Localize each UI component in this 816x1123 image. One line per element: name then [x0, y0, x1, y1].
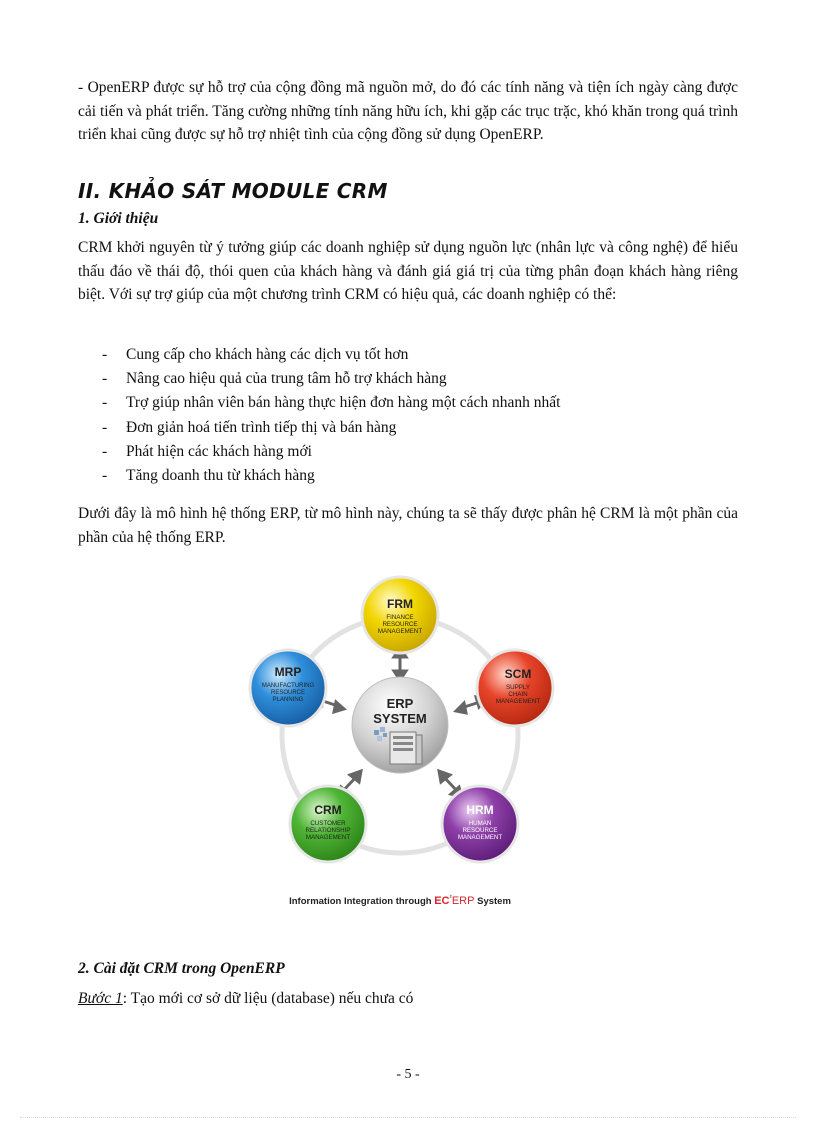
- erp-title: ERP: [386, 696, 414, 711]
- mrp-line: RESOURCE: [270, 690, 306, 696]
- frm-line: MANAGEMENT: [377, 628, 423, 635]
- step-text: : Tạo mới cơ sở dữ liệu (database) nếu chưa có: [122, 990, 414, 1007]
- scm-line: SUPPLY: [506, 684, 530, 691]
- crm-line: CUSTOMER: [310, 820, 346, 827]
- scm-abbr: SCM: [504, 667, 532, 681]
- hrm-module-node: [442, 786, 518, 862]
- install-step-1: [78, 987, 413, 1010]
- page-bottom-divider: [20, 1117, 796, 1118]
- diagram-caption: Information Integration through $EC^{^2}ERP$ System: [289, 895, 511, 907]
- list-item: - Đơn giản hoá tiến trình tiếp thị và bán hàng: [102, 418, 397, 436]
- hrm-line: HUMAN: [468, 820, 492, 827]
- subheading-intro: 1. Giới thiệu: [78, 210, 159, 227]
- list-item: - Cung cấp cho khách hàng các dịch vụ tốt hơn: [102, 346, 409, 363]
- page-number: - 5 -: [396, 1067, 420, 1082]
- frm-module-node: [362, 577, 438, 653]
- crm-abbr: CRM: [314, 803, 342, 817]
- list-item: - Trợ giúp nhân viên bán hàng thực hiện đơn hàng một cách nhanh nhất: [102, 394, 561, 412]
- mrp-abbr: MRP: [274, 665, 302, 679]
- erp-subtitle: SYSTEM: [373, 711, 427, 726]
- scm-line: CHAIN: [508, 691, 528, 698]
- frm-line: RESOURCE: [382, 621, 418, 628]
- erp-center-node: [352, 677, 448, 773]
- subheading-install: 2. Cài đặt CRM trong OpenERP: [78, 960, 285, 977]
- list-item: - Phát hiện các khách hàng mới: [102, 442, 312, 460]
- erp-paragraph: Dưới đây là mô hình hệ thống ERP, từ mô hình này, chúng ta sẽ thấy được phân hệ CRM là một phần của phần của hệ thống ERP.: [78, 505, 738, 546]
- benefits-list: [78, 343, 738, 488]
- step-label: Bước 1: [78, 990, 123, 1007]
- mrp-line: MANUFACTURING: [261, 683, 315, 689]
- crm-line: RELATIONSHIP: [305, 827, 351, 834]
- hrm-line: MANAGEMENT: [457, 834, 503, 841]
- scm-module-node: [477, 650, 553, 726]
- crm-module-node: [290, 786, 366, 862]
- mrp-module-node: [250, 650, 326, 726]
- scm-line: MANAGEMENT: [495, 698, 541, 705]
- section-heading: II. KHẢO SÁT MODULE CRM: [78, 179, 388, 203]
- mrp-line: PLANNING: [272, 697, 304, 703]
- erp-diagram-svg: [230, 570, 570, 910]
- crm-line: MANAGEMENT: [305, 834, 351, 841]
- list-item: - Tăng doanh thu từ khách hàng: [102, 466, 315, 484]
- frm-line: FINANCE: [386, 614, 414, 621]
- frm-abbr: FRM: [387, 597, 413, 611]
- intro-paragraph: - OpenERP được sự hỗ trợ của cộng đồng mã nguồn mở, do đó các tính năng và tiện ích ngày càng được cải tiến và phát triển. Tăng cường những tính năng hữu ích, khi gặp các trục trặc, khó khăn trong quá trình triển khai cũng được sự hỗ trợ nhiệt tình của cộng đồng sử dụng OpenERP.: [78, 79, 738, 143]
- erp-system-diagram: [230, 570, 570, 910]
- crm-paragraph: CRM khởi nguyên từ ý tưởng giúp các doanh nghiệp sử dụng nguồn lực (nhân lực và công nghệ) để hiểu thấu đáo về thái độ, thói quen của khách hàng và đánh giá giá trị của từng phân đoạn khách hàng riêng biệt. Với sự trợ giúp của một chương trình CRM có hiệu quả, các doanh nghiệp có thể:: [78, 239, 738, 303]
- list-item: - Nâng cao hiệu quả của trung tâm hỗ trợ khách hàng: [102, 370, 447, 388]
- hrm-line: RESOURCE: [462, 827, 498, 834]
- hrm-abbr: HRM: [466, 803, 494, 817]
